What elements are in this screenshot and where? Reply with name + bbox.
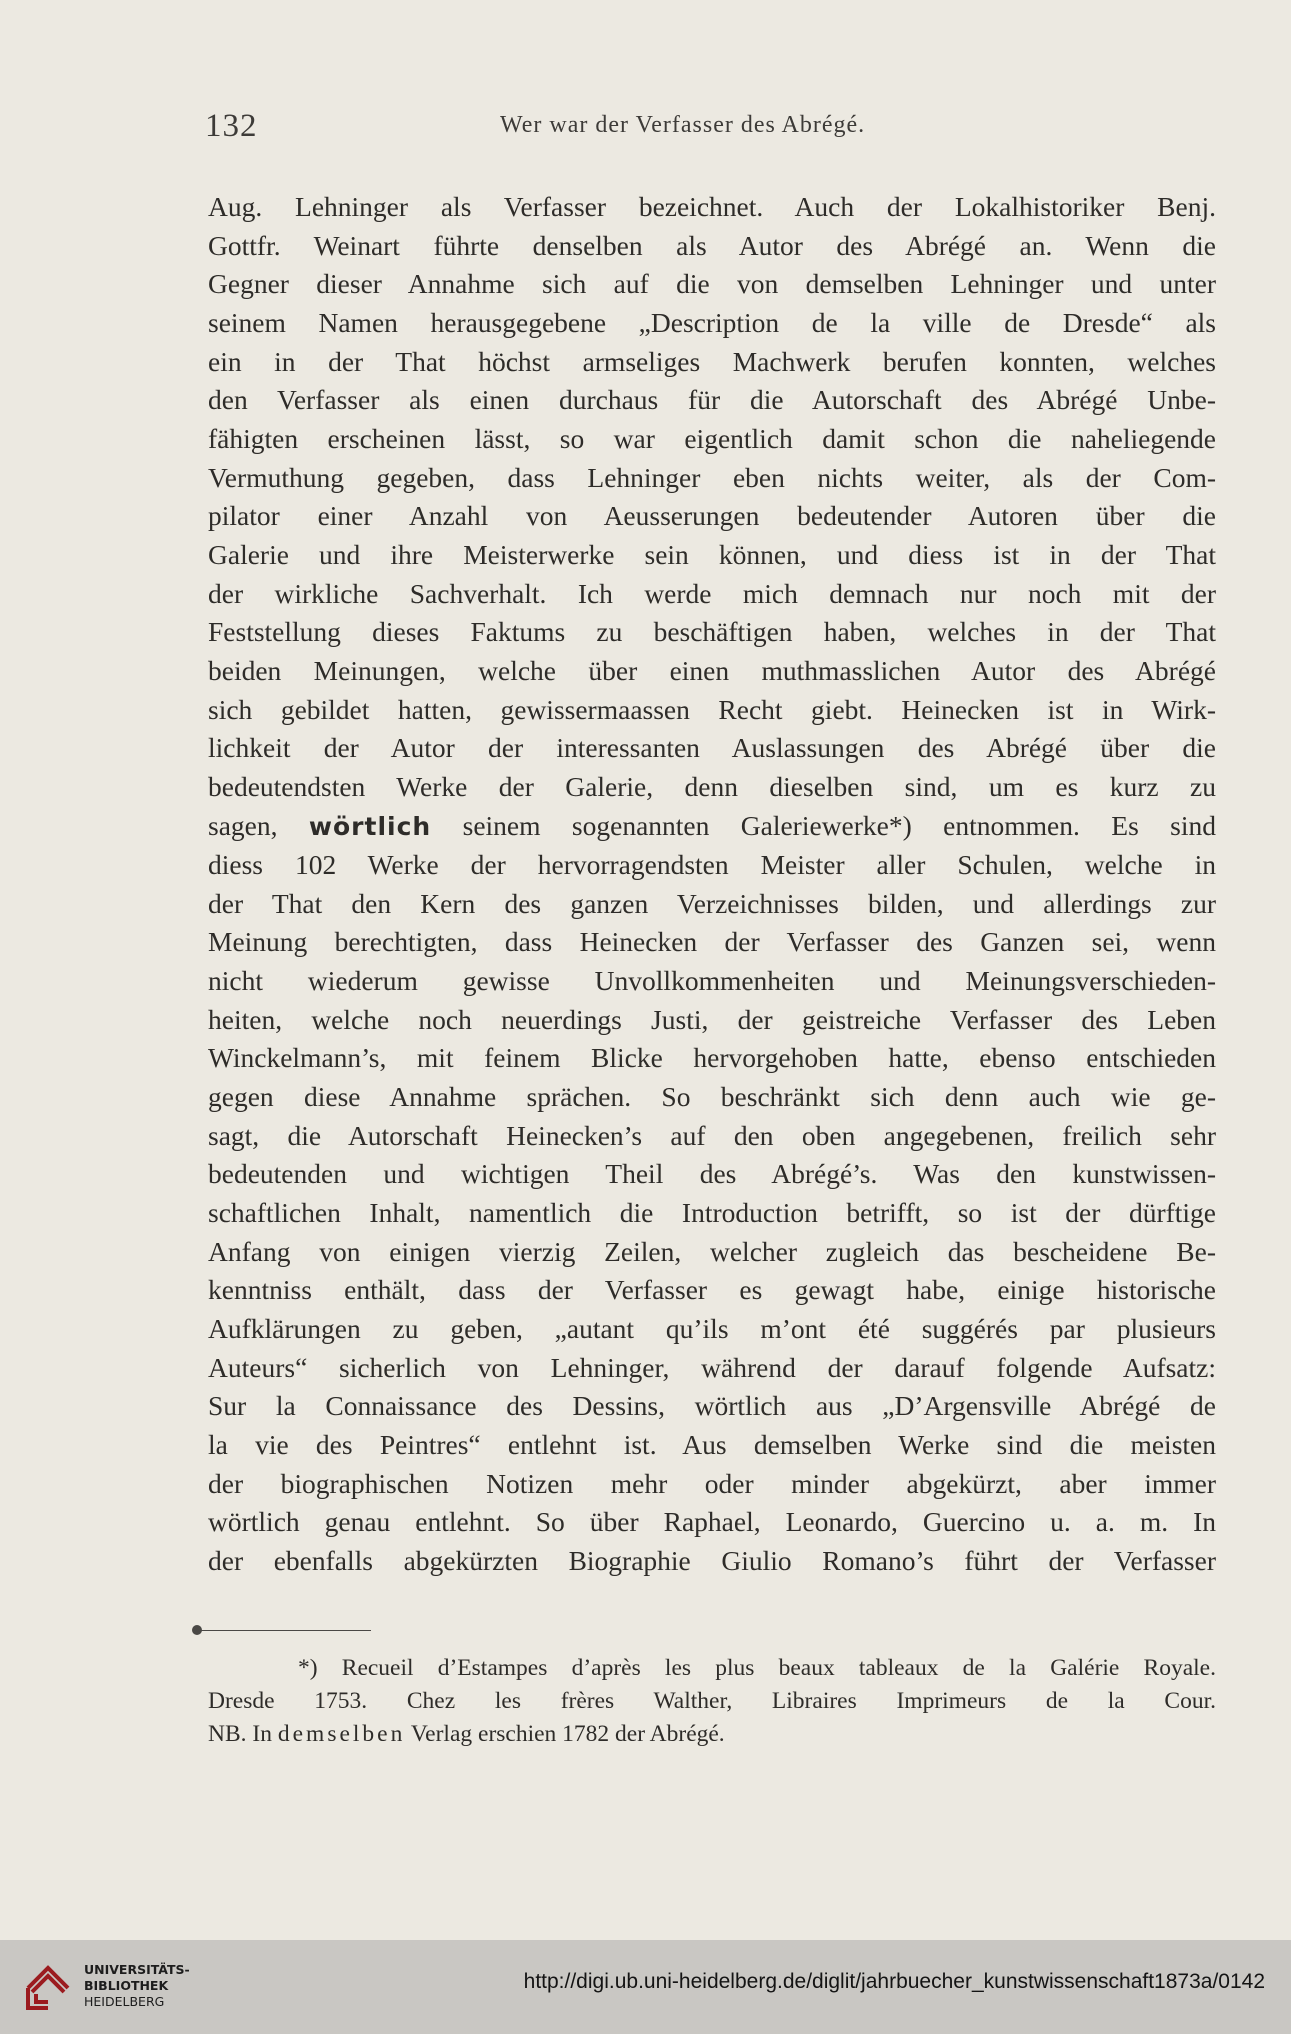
text-line: Vermuthung gegeben, dass Lehninger eben nichts weiter, als der Com- xyxy=(208,461,1216,493)
text-line: nicht wiederum gewisse Unvollkommenheiten und Meinungsverschieden- xyxy=(208,965,1216,997)
text-line: Meinung berechtigten, dass Heinecken der Verfasser des Ganzen sei, wenn xyxy=(208,926,1216,958)
footnote-fragment: NB. In xyxy=(208,1721,272,1747)
footnote xyxy=(208,1652,1216,1751)
text-line: Galerie und ihre Meisterwerke sein können, und diess ist in der That xyxy=(208,538,1216,570)
text-line: bedeutendsten Werke der Galerie, denn dieselben sind, um es kurz zu xyxy=(208,770,1216,802)
text-line: lichkeit der Autor der interessanten Auslassungen des Abrégé über die xyxy=(208,732,1216,764)
page-header xyxy=(205,108,1235,148)
text-line: sagt, die Autorschaft Heinecken’s auf den oben angegebenen, freilich sehr xyxy=(208,1119,1216,1151)
text-line: der biographischen Notizen mehr oder minder abgekürzt, aber immer xyxy=(208,1467,1216,1499)
text-line: Aug. Lehninger als Verfasser bezeichnet. Auch der Lokalhistoriker Benj. xyxy=(208,191,1216,222)
text-line: bedeutenden und wichtigen Theil des Abrégé’s. Was den kunstwissen- xyxy=(208,1158,1216,1190)
text-line: Winckelmann’s, mit feinem Blicke hervorgehoben hatte, ebenso entschieden xyxy=(208,1042,1216,1074)
text-line: Sur la Connaissance des Dessins, wörtlich aus „D’Argensville Abrégé de xyxy=(208,1390,1216,1422)
text-line: beiden Meinungen, welche über einen muthmasslichen Autor des Abrégé xyxy=(208,654,1216,686)
text-line: fähigten erscheinen lässt, so war eigentlich damit schon die naheliegende xyxy=(208,422,1216,454)
text-line: ein in der That höchst armseliges Machwerk berufen konnten, welches xyxy=(208,345,1216,377)
text-fragment: sagen, xyxy=(208,809,278,841)
text-line: wörtlich genau entlehnt. So über Raphael, Leonardo, Guercino u. a. m. In xyxy=(208,1506,1216,1538)
text-fragment: seinem sogenannten Galeriewerke*) entnommen. Es sind xyxy=(462,809,1217,841)
footnote-line: Dresde 1753. Chez les frères Walther, Libraires Imprimeurs de la Cour. xyxy=(208,1688,1216,1714)
footnote-spaced-word: demselben xyxy=(277,1721,406,1747)
page-number: 132 xyxy=(205,108,258,144)
footnote-line: *) Recueil d’Estampes d’après les plus beaux tableaux de la Galérie Royale. xyxy=(298,1655,1216,1681)
source-url-link[interactable]: http://digi.ub.uni-heidelberg.de/diglit/jahrbuecher_kunstwissenschaft1873a/0142 xyxy=(523,1970,1265,1993)
emphasized-word: wörtlich xyxy=(308,811,432,841)
text-line: gegen diese Annahme sprächen. So beschränkt sich denn auch wie ge- xyxy=(208,1081,1216,1113)
text-line: Feststellung dieses Faktums zu beschäftigen haben, welches in der That xyxy=(208,616,1216,648)
text-line: kenntniss enthält, dass der Verfasser es gewagt habe, einige historische xyxy=(208,1274,1216,1306)
text-line: seinem Namen herausgegebene „Description de la ville de Dresde“ als xyxy=(208,306,1216,338)
text-line: diess 102 Werke der hervorragendsten Meister aller Schulen, welche in xyxy=(208,849,1216,881)
text-line: der That den Kern des ganzen Verzeichnisses bilden, und allerdings zur xyxy=(208,887,1216,919)
running-title: Wer war der Verfasser des Abrégé. xyxy=(500,112,866,138)
text-line: Auteurs“ sicherlich von Lehninger, während der darauf folgende Aufsatz: xyxy=(208,1351,1216,1383)
body-text xyxy=(208,188,1216,1581)
text-line: la vie des Peintres“ entlehnt ist. Aus demselben Werke sind die meisten xyxy=(208,1429,1216,1460)
library-name-line: HEIDELBERG xyxy=(84,1994,165,2009)
footnote-rule xyxy=(196,1630,371,1631)
text-line: sich gebildet hatten, gewissermaassen Recht giebt. Heinecken ist in Wirk- xyxy=(208,693,1216,725)
text-line: Aufklärungen zu geben, „autant qu’ils m’ont été suggérés par plusieurs xyxy=(208,1313,1216,1345)
text-line: den Verfasser als einen durchaus für die Autorschaft des Abrégé Unbe- xyxy=(208,384,1216,416)
text-line: pilator einer Anzahl von Aeusserungen bedeutender Autoren über die xyxy=(208,500,1216,532)
text-line: heiten, welche noch neuerdings Justi, der geistreiche Verfasser des Leben xyxy=(208,1003,1216,1035)
text-line: Gegner dieser Annahme sich auf die von demselben Lehninger und unter xyxy=(208,268,1216,300)
text-line: der ebenfalls abgekürzten Biographie Giulio Romano’s führt der Verfasser xyxy=(208,1544,1216,1576)
text-line: Gottfr. Weinart führte denselben als Autor des Abrégé an. Wenn die xyxy=(208,229,1216,261)
library-name xyxy=(84,1962,190,2010)
university-library-logo-icon xyxy=(24,1962,74,2012)
text-line: der wirkliche Sachverhalt. Ich werde mich demnach nur noch mit der xyxy=(208,577,1216,609)
library-name-line: BIBLIOTHEK xyxy=(84,1978,169,1993)
footnote-fragment: Verlag erschien 1782 der Abrégé. xyxy=(410,1721,725,1747)
footnote-line xyxy=(208,1718,1216,1751)
viewer-footer xyxy=(0,1940,1291,2034)
text-line: schaftlichen Inhalt, namentlich die Introduction betrifft, so ist der dürftige xyxy=(208,1197,1216,1229)
text-line-emphasis xyxy=(208,807,1216,847)
library-name-line: UNIVERSITÄTS- xyxy=(84,1962,190,1977)
text-line: Anfang von einigen vierzig Zeilen, welcher zugleich das bescheidene Be- xyxy=(208,1235,1216,1267)
